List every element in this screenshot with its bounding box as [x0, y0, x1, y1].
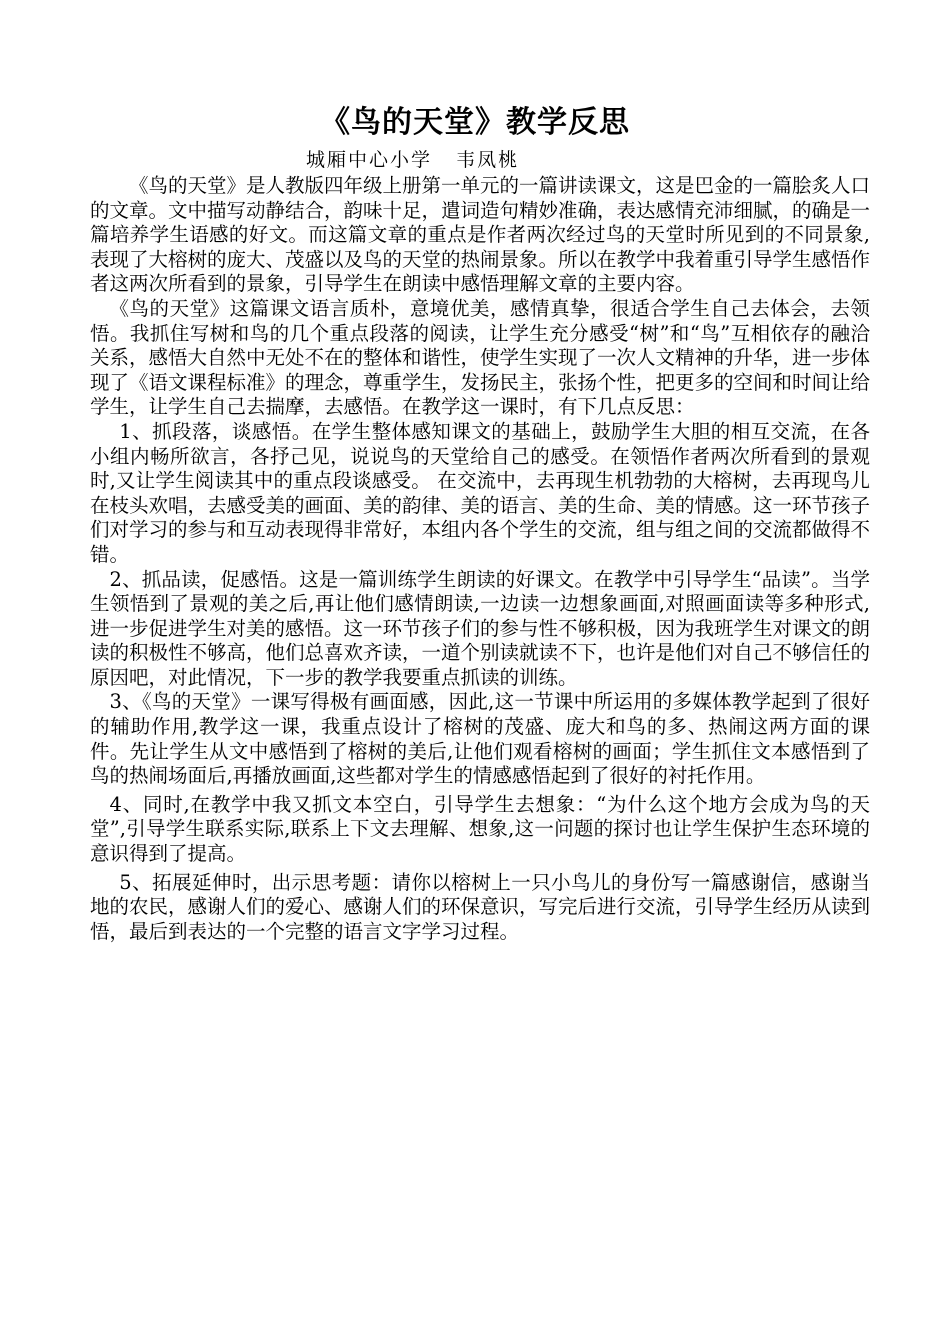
paragraph-reflection-5: 5、拓展延伸时，出示思考题：请你以榕树上一只小鸟儿的身份写一篇感谢信，感谢当地的农民，感谢人们的爱心、感谢人们的环保意识，写完后进行交流，引导学生经历从读到悟，最后到表达的一个完整的语言文字学习过程。 [90, 870, 871, 943]
document-body [90, 174, 870, 944]
paragraph-reflection-4: 4、同时,在教学中我又抓文本空白，引导学生去想象：“为什么这个地方会成为鸟的天堂”,引导学生联系实际,联系上下文去理解、想象,这一问题的探讨也让学生保护生态环境的意识得到了提高。 [90, 792, 870, 866]
paragraph-intro: 《鸟的天堂》是人教版四年级上册第一单元的一篇讲读课文，这是巴金的一篇脍炙人口的文章。文中描写动静结合，韵味十足，遣词造句精妙准确，表达感情充沛细腻，的确是一篇培养学生语感的好文。而这篇文章的重点是作者两次经过鸟的天堂时所见到的不同景象,表现了大榕树的庞大、茂盛以及鸟的天堂的热闹景象。所以在教学中我着重引导学生感悟作者这两次所看到的景象，引导学生在朗读中感悟理解文章的主要内容。 [90, 174, 871, 296]
author-line: 城厢中心小学 韦凤桃 [306, 149, 520, 171]
document-title: 《鸟的天堂》教学反思 [320, 105, 630, 140]
paragraph-reflection-1: 1、抓段落，谈感悟。在学生整体感知课文的基础上，鼓励学生大胆的相互交流，在各小组内畅所欲言，各抒己见，说说鸟的天堂给自己的感受。在领悟作者两次所看到的景观时,又让学生阅读其中的重点段谈感受。 在交流中，去再现生机勃勃的大榕树，去再现鸟儿在枝头欢唱，去感受美的画面、美的韵律、美的语言、美的生命、美的情感。这一环节孩子们对学习的参与和互动表现得非常好，本组内各个学生的交流，组与组之间的交流都做得不错。 [90, 419, 871, 566]
paragraph-reflection-3: 3、《鸟的天堂》一课写得极有画面感，因此,这一节课中所运用的多媒体教学起到了很好的辅助作用,教学这一课，我重点设计了榕树的茂盛、庞大和鸟的多、热闹这两方面的课件。先让学生从文中感悟到了榕树的美后,让他们观看榕树的画面；学生抓住文本感悟到了鸟的热闹场面后,再播放画面,这些都对学生的情感感悟起到了很好的衬托作用。 [90, 690, 870, 788]
paragraph-reflection-2: 2、抓品读，促感悟。这是一篇训练学生朗读的好课文。在教学中引导学生“品读”。当学生领悟到了景观的美之后,再让他们感情朗读,一边读一边想象画面,对照画面读等多种形式,进一步促进学生对美的感悟。这一环节孩子们的参与性不够积极，因为我班学生对课文的朗读的积极性不够高，他们总喜欢齐读，一道个别读就读不下，也许是他们对自己不够信任的原因吧，对此情况，下一步的教学我要重点抓读的训练。 [90, 567, 871, 689]
paragraph-overview: 《鸟的天堂》这篇课文语言质朴，意境优美，感情真挚，很适合学生自己去体会，去领悟。我抓住写树和鸟的几个重点段落的阅读，让学生充分感受“树”和“鸟”互相依存的融洽关系，感悟大自然中无处不在的整体和谐性，使学生实现了一次人文精神的升华，进一步体现了《语文课程标准》的理念，尊重学生，发扬民主，张扬个性，把更多的空间和时间让给学生，让学生自己去揣摩，去感悟。在教学这一课时，有下几点反思： [90, 296, 871, 419]
